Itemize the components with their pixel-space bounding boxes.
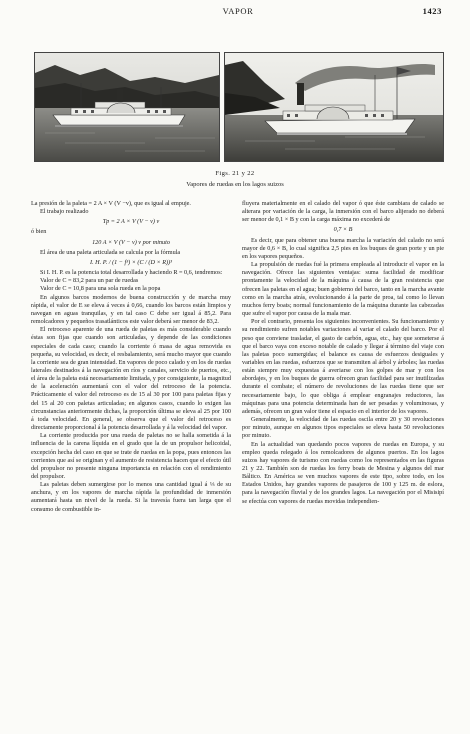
formula: 0,7 × B <box>333 226 353 234</box>
paragraph: Valor de C = 10,8 para una sola rueda en la popa <box>40 285 161 293</box>
photo-paddle-steamer-right <box>224 52 444 162</box>
paragraph: ó bien <box>31 228 47 236</box>
paragraph: Por el contrario, presenta los siguientes inconvenientes. Su funcionamiento y su rendimiento sufren notables variaciones al variar el calado del barco. Por el peso que conviene trasladar, el gasto de carbón, agua, etc., hay que someterse á que el barco vaya con exceso notable de calado y llegar á término del viaje con las paletas poco sumergidas; el balance es causa de esfuerzos desiguales y variables en las ruedas, esfuerzos que se transmiten al árbol y árboles; las ruedas están siempre muy expuestas á averiarse con los golpes de mar y con los abordajes, y en los buques de guerra ofrecen gran facilidad para ser inutilizadas durante el combate; el número de revoluciones de las ruedas tiene que ser necesariamente bajo, lo que obliga á emplear engranajes reductores, las máquinas para una potencia determinada han de ser pesadas y voluminosas, y además, ofrecen un gran valor tiene el espacio en el interior de los vapores. <box>242 318 444 415</box>
page-number: 1423 <box>422 6 442 16</box>
paragraph: Valor de C = 83,2 para un par de ruedas <box>40 277 139 285</box>
paragraph: Si I. H. P. es la potencia total desarrollada y haciendo R = 0,6, tendremos: <box>40 269 223 277</box>
paragraph: El retroceso aparente de una rueda de paletas es más considerable cuando éstas son fijas que cuando son articuladas, y depende de las condiciones especiales de cada caso; cuando la corriente ó masa de agua removida es pequeña, su velocidad, es decir, el resbalamiento, será mucho mayor que cuando la corriente sea de gran intensidad. En vapores de poco calado y en los de ruedas laterales destinados á la navegación en ríos y canales, servicio de puertos, etc., el área de la paleta está necesariamente limitada, y por consiguiente, la magnitud de la aceleración aumentará con el valor del retroceso de la potencia. Prácticamente el valor del retroceso es de 15 al 30 por 100 para paletas fijas y del 15 al 20 con paletas articuladas; en algunos casos, cuando lo exigen las circunstancias anteriormente dichas, la proporción última se eleva al 25 por 100 á toda velocidad. En general, se observa que el valor del retroceso es directamente proporcional á la potencia desarrollada y á la velocidad del vapor. <box>31 326 231 432</box>
paragraph: Es decir, que para obtener una buena marcha la variación del calado no será mayor de 0,6 × B, lo cual significa 2,5 pies en los buques de gran porte y un pie en los vapores pequeños. <box>242 236 444 260</box>
paragraph: La propulsión de ruedas fué la primera empleada al introducir el vapor en la navegación. Ofrece las siguientes ventajas: suma facilidad de modificar prontamente la velocidad de la máquina á causa de la gran resistencia que ofrecen las paletas en el agua; buen gobierno del barco, tanto en la marcha avante como en la marcha atrás, evolucionando á la parte de proa, tal como lo llevan muchos ferry boats; normal funcionamiento de la máquina durante las cabezadas que sufre el vapor por causa de la mala mar. <box>242 261 444 318</box>
paragraph: Las paletas deben sumergirse por lo menos una cantidad igual á ⅓ de su anchura, y en los vapores de marcha rápida la profundidad de inmersión aumentará hasta un nivel de la rueda. Si la travesía fuera tan larga que el consumo de combustible in- <box>31 481 231 513</box>
paragraph: En la actualidad van quedando pocos vapores de ruedas en Europa, y su empleo queda relegado á los remolcadores de algunos puertos. En los lagos suizos hay vapores de turismo con ruedas como los representados en las figuras 21 y 22. También son de ruedas los ferry boats de Mesina y algunos del mar Báltico. En América se ven muchos vapores de este tipo, sobre todo, en los Estados Unidos, hay grandes vapores de pasajeros de 100 y 125 m. de eslora, para la navegación fluvial y de los grandes lagos. La navegación por el Misisipí se efectúa con vapores de ruedas movidas independien- <box>242 440 444 505</box>
paragraph: La presión de la paleta = 2 A × V (V −v), que es igual al empuje. <box>31 200 191 207</box>
paragraph: Generalmente, la velocidad de las ruedas oscila entre 20 y 30 revoluciones por minuto, aunque en algunos tipos especiales se eleva hasta 50 revoluciones por minuto. <box>242 416 444 440</box>
figure-subcaption: Vapores de ruedas en los lagos suizos <box>186 181 284 188</box>
page-header <box>34 6 442 20</box>
paragraph: En algunos barcos modernos de buena construcción y de marcha muy rápida, el valor de E se eleva á veces á 0,66, cuando los barcos están limpios y navegan en aguas tranquilas, y en tal caso C debe ser igual á 85,2. Para remolcadores y pequeños trasatlánticos este valor deberá ser menor de 83,2. <box>31 293 231 326</box>
paragraph: La corriente producida por una rueda de paletas no se halla sometida á la influencia de la carena líquida en el grado que la de un propulsor helicoidal, excepción hecha del caso en que se trate de ruedas en la popa, pues entonces las corrientes que así se originan y el aumento de resistencia hacen que el efecto útil del propulsor no presente ninguna importancia en relación con el rendimiento del propulsor. <box>31 432 231 480</box>
figure-caption: Figs. 21 y 22 <box>215 170 255 177</box>
formula: 120 A × V (V − v) v por minuto <box>92 238 170 246</box>
paragraph: El área de una paleta articulada se calcula por la fórmula <box>40 248 181 256</box>
text-column-right <box>242 200 444 725</box>
text-column-left <box>31 200 231 725</box>
running-title: VAPOR <box>222 6 254 16</box>
photo-paddle-steamer-left <box>34 52 220 162</box>
paragraph: fluyera materialmente en el calado del vapor ó que éste cambiara de calado se alterara por variación de la carga, la inmersión con el barco alijerado no deberá ser menor de 0,1 × B y con la carga máxima no excederá de <box>242 200 444 224</box>
formula: I. H. P. / (1 − f³) × (C / (D × R))³ <box>90 258 172 266</box>
paragraph: El trabajo realizado <box>40 208 89 216</box>
formula: Tp = 2 A × V (V − v) v <box>102 218 160 226</box>
